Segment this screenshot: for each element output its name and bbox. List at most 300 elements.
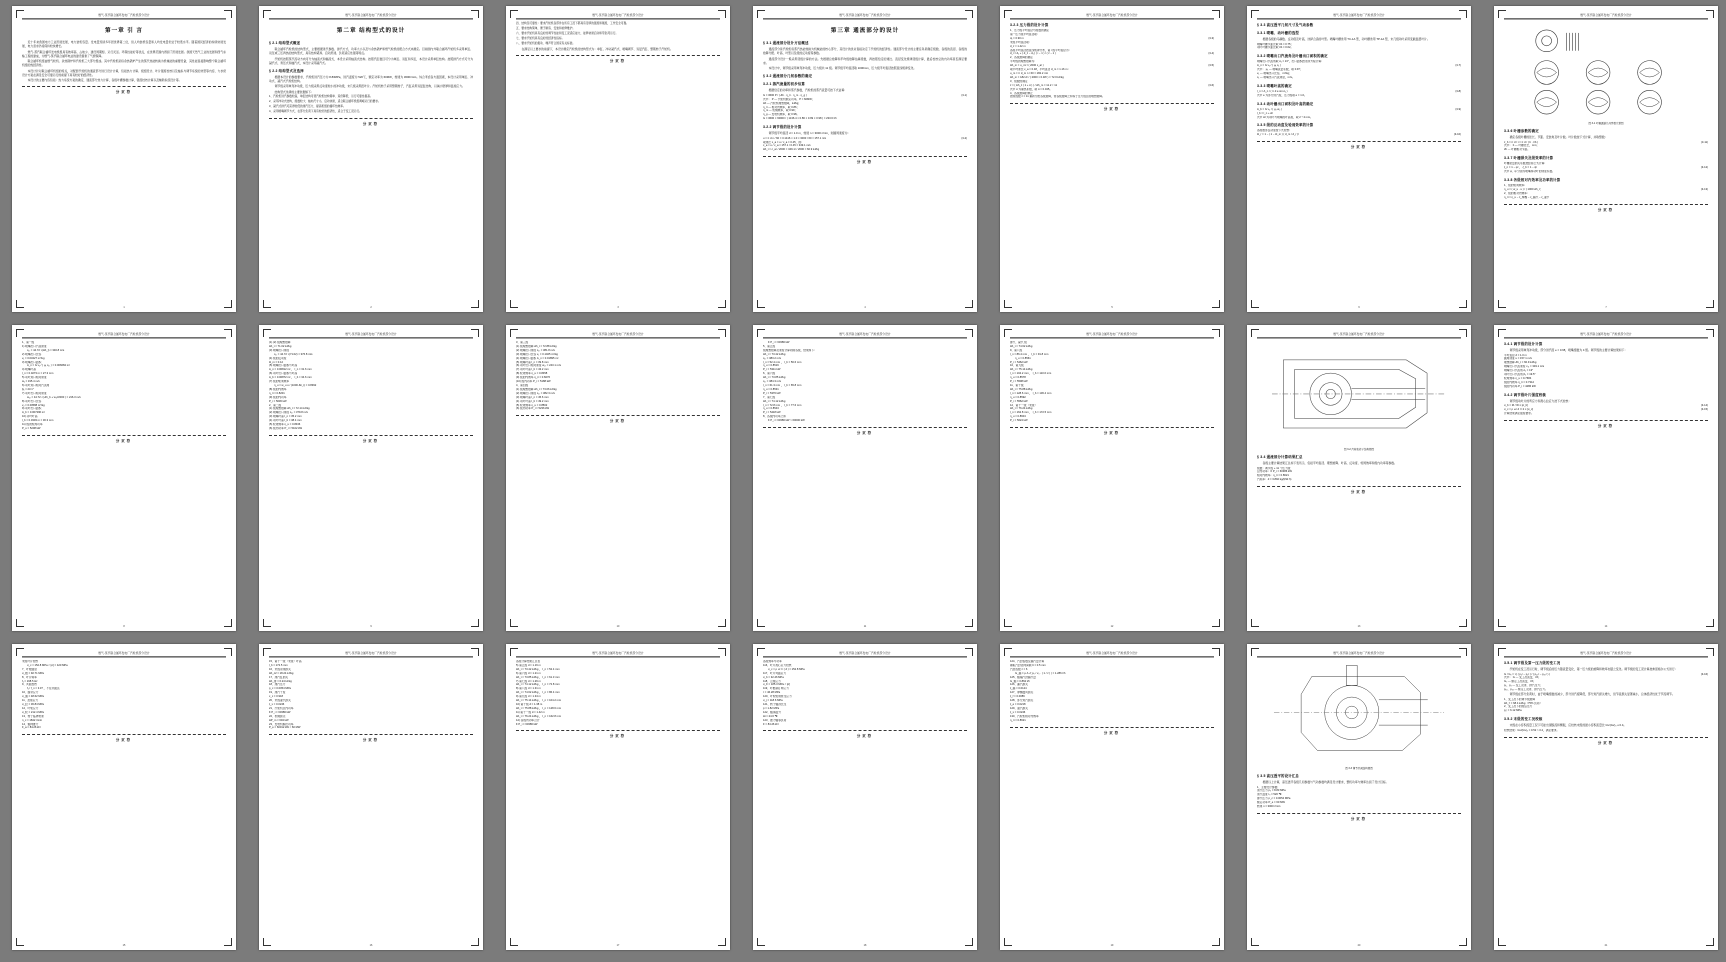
text-line: (8) 轮周效率 η_u = 0.8458 bbox=[516, 372, 548, 376]
paragraph: 本设计的主要内容包括：热力系统方案的确定，通流部分热力计算，各级叶栅参数计算，强度校核计算以及辅助系统设计等。 bbox=[27, 78, 182, 83]
text-line: (5) 喷嘴叶高 l_n = 39.8 mm bbox=[516, 360, 549, 364]
subsection-heading: 3.5.2 末级的变工况校核 bbox=[1504, 717, 1543, 722]
text-line: 9、第八级 bbox=[1010, 348, 1023, 352]
text-line: 级理想焓降及速度计算同前各级，结果如下： bbox=[763, 348, 817, 352]
text-line: (8) 级的内效率 bbox=[269, 387, 287, 391]
page-content bbox=[1010, 13, 1214, 300]
paragraph: 近十年来我国电力工业迅速发展，电力装机容量、发电量连续多年居世界第二位，但人均装机容量和人均发电量仍处于较低水平。随着国民经济的持续快速发展，电力需求仍将保持较快增长。 bbox=[22, 40, 226, 49]
text-line: Δh_t = 75.14 kJ/kg ， l_n = 104.2 mm bbox=[516, 699, 562, 703]
technical-drawing bbox=[1257, 341, 1461, 451]
text-line: 8、各级内功率之和 bbox=[763, 415, 786, 419]
text-line: c₁ₜ = 383.2 m/s bbox=[763, 356, 781, 360]
paragraph: 调节级采用单列冲动级，压力级采用反动度较小的冲动级，末几级采用扭叶片。汽轮机转子采用整锻转子，汽缸采用双层缸结构，以减小壁厚和温差应力。 bbox=[274, 84, 465, 89]
text-line: 6) 第六级 d = 1.21 m bbox=[516, 671, 541, 675]
text-line: 16、末级余速损失 bbox=[269, 667, 291, 671]
page-break-line bbox=[763, 156, 967, 157]
text-line: Δh_排 = 6.24 kJ/kg bbox=[269, 679, 292, 683]
page-break-line bbox=[269, 734, 473, 735]
text-line: 式中 e 为部分进汽度，压力级取 e = 1.0。 bbox=[1257, 93, 1307, 97]
numbered-item: 四、结构及可靠性：要求汽轮机各部件在所有工况下都具有足够的强度和刚度，工作安全可靠。 bbox=[516, 22, 629, 25]
text-line: Σ P_i = 60386 kW bbox=[516, 722, 538, 726]
subsection-heading: 3.2.3 压力级的设计计算 bbox=[1010, 23, 1049, 27]
text-line: 9) 第九级 d = 1.34 m bbox=[516, 695, 541, 699]
paragraph: 调节级在部分负荷时，由于喷嘴组数的减少，部分进汽度降低，部分进汽损失增大，但节流损失显著减小，总体经济性优于节流调节。 bbox=[1509, 692, 1675, 697]
section-heading: § 3.3 高压透平几何尺寸及气动参数 bbox=[1257, 23, 1314, 27]
page-content bbox=[1504, 651, 1708, 938]
text-line: η_u = 0.8516 bbox=[763, 364, 779, 368]
document-page[interactable] bbox=[506, 644, 730, 950]
text-line: (5) 喷嘴出口面积与叶高 bbox=[269, 364, 298, 368]
text-line: 叶栅能量损失系数按经验公式计算： bbox=[1504, 162, 1547, 166]
text-line: 5) 动叶进口相对速度 bbox=[22, 376, 47, 380]
equation-body: z = ( Δh_z ( 1 + α ) ) / Δh_m = 11.2 ≈ 11 bbox=[1010, 83, 1058, 87]
running-header: 燃气-蒸汽联合循环发电厂汽轮机部分设计 bbox=[516, 13, 720, 19]
text-line: Δh_t = 74.62 kJ/kg bbox=[1010, 344, 1033, 348]
section-heading: § 3.1 通流部分设计方法概述 bbox=[763, 41, 809, 45]
text-line: l_b = 172.5 mm bbox=[269, 663, 288, 667]
numbered-item: 六、要求汽轮机具有良好的调节性能和变工况适应能力，能够快速启动和带负荷运行。 bbox=[516, 31, 619, 35]
text-line: (4) 级的反动度 bbox=[269, 356, 287, 360]
text-line: 3) 喷嘴出口面积 bbox=[22, 360, 42, 364]
text-line: v₂ = 0.03588 m³/kg bbox=[22, 403, 45, 407]
text-line: Ω_m = 0.12 bbox=[269, 360, 284, 364]
text-line: 10、围带应力 bbox=[22, 691, 39, 695]
text-line: c₁ — 喷嘴出口汽流速度，m/s。 bbox=[1257, 75, 1295, 79]
text-line: 排汽压力 p_c = 0.0054 MPa bbox=[1257, 797, 1291, 801]
text-line: 式中： P — 汽轮机额定功率，P = 60MW； bbox=[763, 97, 815, 101]
numbered-item: 八、要求汽轮机的振动、噪声符合国家有关标准。 bbox=[516, 41, 576, 45]
equation-body: σ_c = ρ ω² d l / 2 ≤ [σ_c] bbox=[1504, 408, 1534, 412]
text-line: η_u = 0.8531 bbox=[763, 387, 779, 391]
text-line: 10) 动叶叶高 bbox=[22, 415, 38, 419]
chapter-title: 第一章 引 言 bbox=[104, 28, 144, 34]
text-line: (4) 动叶叶高 l_b = 38.4 mm bbox=[269, 419, 302, 423]
equation-row bbox=[1257, 133, 1461, 137]
document-page[interactable] bbox=[506, 325, 730, 631]
equation-body: Δh_t = c_a² / 2000 = 349.1² / 2000 = 60.9 kJ/kg bbox=[763, 148, 820, 152]
text-line: 11、第十级 bbox=[1010, 383, 1024, 387]
equation-body: Δh_m = u_m² / ( 2000 x_a² ) bbox=[1010, 64, 1044, 68]
text-line: l_n = 128.6 mm ， l_b = 136.4 mm bbox=[1010, 391, 1052, 395]
paragraph: 根据以上计算，高压透平各级几何参数与气动参数均满足设计要求，整机功率与效率达到了设计目标。 bbox=[1262, 780, 1389, 784]
text-line: (2) 喷嘴出口速度 c₁ₜ = 381.8 m/s bbox=[516, 348, 555, 352]
text-line: 14、轴向推力 bbox=[22, 722, 39, 726]
text-line: (2) 喷嘴出口速度 c₁ₜ = 379.8 m/s bbox=[269, 411, 308, 415]
equation-body: d₁ = 0.90 m bbox=[1010, 36, 1024, 40]
running-header: 燃气-蒸汽联合循环发电厂汽轮机部分设计 bbox=[1257, 332, 1461, 338]
equation-number: (3-13) bbox=[1700, 187, 1708, 191]
page-number: 12 bbox=[1110, 625, 1114, 628]
equation-row: w₂ₜ = 44.72 √( Δh_b + w₁²/2000 ) = 216.3 m/s bbox=[27, 395, 81, 399]
equation-body: G = 3600 P / ( Δh · η_ri · η_m · η_g ) bbox=[763, 93, 807, 97]
page-break-line bbox=[1010, 427, 1214, 428]
text-line: (1) 级理想焓降 Δh_t = 72.88 kJ/kg bbox=[516, 344, 557, 348]
paragraph: 通流部分是汽轮机将蒸汽热能转换为机械能的核心部分，其设计的优劣直接决定了汽轮机的经济性。通流部分设计的主要任务是确定级数、各级的直径、各级的焓降分配、叶高、叶型以及级的反动度等参数。 bbox=[763, 47, 967, 56]
text-line: 式中 Δl 为动叶与喷嘴的叶高差，取 2～4 mm。 bbox=[1257, 115, 1313, 119]
text-line: η_ri = 0.8621 bbox=[1010, 718, 1026, 722]
figure-caption: 图 3-3 调节汽阀结构简图 bbox=[1345, 767, 1373, 770]
text-line: 8、叶片频率 bbox=[22, 675, 37, 679]
paragraph: 根据本设计的参数要求，汽轮机进汽压力为 8.83MPa，进汽温度为 520℃，额定功率为 60MW，转速为 3000r/min。综合考虑各方面因素，本设计采用单缸、冲动式、凝汽式汽轮机结构。 bbox=[269, 74, 473, 83]
subsection-heading: 3.3.3 喷嘴叶高的确定 bbox=[1257, 83, 1292, 88]
equation-row: σ_c = 152.8 MPa < [σ] = 420 MPa bbox=[27, 663, 68, 667]
equation-number: (3-11) bbox=[1701, 140, 1708, 144]
figure-caption: 图 3-1 叶栅通道几何参数示意图 bbox=[1588, 122, 1624, 125]
document-page[interactable] bbox=[753, 325, 977, 631]
text-line: Δh_t = 76.24 kJ/kg bbox=[1010, 407, 1033, 411]
text-line: 15、第十一级（末级）叶高 bbox=[269, 660, 302, 663]
text-line: 计算结果满足强度要求。 bbox=[1504, 412, 1534, 416]
text-line: 理想焓降 Δh_t = 60.9 kJ/kg bbox=[1504, 361, 1537, 365]
text-line: 8) 第八级 d = 1.31 m bbox=[516, 687, 541, 691]
text-line: 圆周速度 u = 157.1 m/s bbox=[1504, 357, 1532, 361]
text-line: η_u = 0.8578 bbox=[1010, 376, 1026, 380]
text-line: G₀ — 额定工况流量，t/h； bbox=[1504, 680, 1536, 684]
text-line: 13、转子临界转速 bbox=[22, 714, 44, 718]
text-line: Δh_t' = 68.4 kJ/kg（75% 负荷） bbox=[1504, 701, 1543, 705]
text-line: 2、第二级 bbox=[269, 403, 282, 407]
text-line: ζ_e = 0.0218 bbox=[1010, 702, 1026, 706]
text-line: P_i = 5562 kW bbox=[1010, 399, 1028, 403]
page-break-label: 分页符 bbox=[115, 438, 133, 443]
text-line: Δh_t = 74.12 kJ/kg ， l_n = 72.8 mm bbox=[516, 683, 560, 687]
document-page[interactable] bbox=[12, 6, 236, 312]
text-line: σ_围 = 48.62 MPa bbox=[22, 695, 44, 699]
text-line: 11、拉筋应力 bbox=[22, 699, 39, 703]
text-line: 5、第五级 bbox=[763, 344, 776, 348]
text-line: (10) 级内功率 P_i = 5188 kW bbox=[516, 380, 551, 384]
document-page[interactable] bbox=[753, 6, 977, 312]
text-line: τ = 46.28 MPa bbox=[763, 691, 781, 695]
text-line: 2、变工况下的级后压力 bbox=[1504, 705, 1533, 709]
text-line: Δh_t = 75.14 kJ/kg bbox=[1010, 368, 1033, 372]
page-number: 8 bbox=[123, 625, 125, 628]
page-break-label: 分页符 bbox=[609, 58, 627, 63]
equation-body: d_z = 1.42 m bbox=[1010, 44, 1026, 48]
text-line: η_m — 机械效率，取 0.99； bbox=[763, 109, 798, 113]
numbered-item: 2、采用冲动式结构，级数较少，轴向尺寸小，启动快速，适合联合循环机组调峰运行的要求。 bbox=[269, 100, 381, 104]
page-content bbox=[1257, 651, 1461, 938]
paragraph: 本设计中，调节级采用单列冲动级，压力级共 11 级。调节级平均直径取 1000mm，压力级平均直径按照直线规律变化。 bbox=[768, 66, 917, 71]
equation-body: η_u = ( w_u · u ) / ( 1000 Δh_t ) bbox=[1504, 187, 1542, 191]
page-break-line bbox=[22, 86, 226, 87]
equation-row: Σ P_i = 60386 kW bbox=[768, 341, 790, 344]
document-page[interactable] bbox=[12, 644, 236, 950]
running-header: 燃气-蒸汽联合循环发电厂汽轮机部分设计 bbox=[763, 13, 967, 19]
text-line: 123、推力轴承负荷 bbox=[763, 718, 787, 722]
subsection-heading: 3.4.1 调节级的设计计算 bbox=[1504, 342, 1543, 346]
document-page[interactable] bbox=[1247, 6, 1471, 312]
text-line: (6) 动叶出口相对速度 w₂ₜ = 243.1 m/s bbox=[516, 364, 561, 368]
text-line: η_ri — 相对内效率，取 0.86； bbox=[763, 105, 800, 109]
equation-row: c₁ₜ = 44.72 √(Δh_t) = 346.8 m/s bbox=[27, 348, 65, 352]
text-line: n_c = 1842 r/min bbox=[22, 718, 43, 722]
paragraph: 末级在小容积流量工况下可能出现脱流和颤振，应校核末级的最小容积流量比 Gv/(Gv)₀ ≥ 0.4。 bbox=[1509, 723, 1627, 728]
text-line: (4) 动叶叶高 l_b = 49.2 mm bbox=[516, 399, 549, 403]
text-line: 8) 动叶出口比容 bbox=[22, 399, 42, 403]
rotor-assembly-drawing bbox=[1261, 341, 1457, 445]
document-page[interactable] bbox=[1494, 6, 1718, 312]
text-line: 级数：调节级 + 11 个压力级 bbox=[1257, 466, 1291, 470]
document-page[interactable] bbox=[753, 644, 977, 950]
document-page[interactable] bbox=[1000, 6, 1224, 312]
running-header: 燃气-蒸汽联合循环发电厂汽轮机部分设计 bbox=[763, 332, 967, 338]
equation-body: G / G₀ = √( ( p₁² − p₂² ) / ( p₁₀² − p₂₀² ) ) bbox=[1504, 672, 1550, 676]
running-header: 燃气-蒸汽联合循环发电厂汽轮机部分设计 bbox=[22, 332, 226, 338]
text-line: σ_根 = 92.71 MPa bbox=[22, 671, 44, 675]
text-line: l_n = 72.8 mm ， l_b = 77.6 mm bbox=[763, 403, 802, 407]
text-line: 20、末级湿汽损失 bbox=[269, 699, 291, 703]
page-break-line bbox=[269, 435, 473, 436]
page-break-line bbox=[763, 730, 967, 731]
text-line: (9) 级的内功率 bbox=[269, 395, 287, 399]
text-line: 128、部分进汽损失 bbox=[1010, 699, 1034, 703]
page-break-line bbox=[1257, 486, 1461, 487]
text-line: (3) 喷嘴出口比容 v₁ = 0.1025 m³/kg bbox=[516, 352, 558, 356]
text-line: 末级平均直径取： bbox=[1010, 40, 1032, 44]
page-number: 20 bbox=[1357, 944, 1361, 947]
text-line: P_i = 5311 kW bbox=[763, 368, 781, 372]
text-line: 4、第四级 bbox=[516, 383, 529, 387]
document-page[interactable] bbox=[259, 6, 483, 312]
page-number: 4 bbox=[864, 306, 866, 309]
text-line: P_i = 5624 kW bbox=[1010, 419, 1028, 423]
page-number: 6 bbox=[1358, 306, 1360, 309]
running-header: 燃气-蒸汽联合循环发电厂汽轮机部分设计 bbox=[1504, 651, 1708, 657]
paragraph: 本设计针对联合循环机组的特点，对配套汽轮机的通流部分进行设计计算，包括热力计算、级组设计、叶片强度校核以及轴系与调节系统的选型等内容，力求使设计方案在满足安全可靠运行的前提下具有较好的经济性。 bbox=[22, 68, 226, 77]
page-break-line bbox=[1257, 813, 1461, 814]
paragraph: 调节级平均直径 d = 1.0 m，转速 n = 3000 r/min，则圆周速度为： bbox=[768, 131, 851, 136]
page-number: 19 bbox=[1110, 944, 1114, 947]
text-line: β₁ = 23.1° bbox=[22, 387, 34, 391]
text-line: 1) 喷嘴出口汽流速度 bbox=[22, 344, 47, 348]
text-line: 相对内效率：η_ri = 0.8621 bbox=[1257, 474, 1289, 478]
text-line: 第一压力级平均直径取： bbox=[1010, 32, 1040, 36]
text-line: 18、排汽压力 bbox=[269, 683, 286, 687]
running-header: 燃气-蒸汽联合循环发电厂汽轮机部分设计 bbox=[1504, 13, 1708, 19]
text-line: F_a = 84.26 kN bbox=[22, 726, 41, 730]
text-line: P_i = 5418 kW bbox=[763, 411, 781, 415]
control-valve-drawing bbox=[1264, 660, 1454, 764]
text-line: Δh_t = 73.42 kJ/kg bbox=[763, 352, 786, 356]
running-header: 燃气-蒸汽联合循环发电厂汽轮机部分设计 bbox=[269, 651, 473, 657]
subsection-heading: 3.3.8 各级相对内效率及功率的计算 bbox=[1504, 177, 1561, 182]
subsection-heading: 3.3.5 级的反动度及轮周效率的计算 bbox=[1257, 123, 1314, 128]
page-content bbox=[1257, 13, 1461, 300]
running-header: 燃气-蒸汽联合循环发电厂汽轮机部分设计 bbox=[269, 332, 473, 338]
text-line: 125、轴端汽封漏汽量 bbox=[1010, 675, 1036, 679]
text-line: 7、第七级 bbox=[763, 395, 776, 399]
page-break-label: 分页符 bbox=[1597, 423, 1615, 428]
text-line: 额定功率 P_e = 60 MW bbox=[1257, 801, 1285, 805]
text-line: A_n = 0.00812 m² ， l_n = 31.6 mm bbox=[269, 368, 312, 372]
page-content bbox=[763, 332, 967, 619]
text-line: Δh_t = 76.24 kJ/kg ， l_n = 162.8 mm bbox=[516, 714, 562, 718]
equation-number: (3-2) bbox=[961, 136, 967, 140]
text-line: 式中： G — 变工况流量，t/h； bbox=[1504, 676, 1541, 680]
text-line: P_i = 5376 kW bbox=[763, 391, 781, 395]
section-heading: § 2.1 结构型式概述 bbox=[269, 41, 301, 45]
text-line: (5) 轮周效率 η_u = 0.8502 bbox=[516, 403, 548, 407]
text-line: 取平均速比 x_a = 0.48，平均直径 d_m = 1.16 m： bbox=[1010, 68, 1071, 72]
text-line: 排汽、凝汽 级 bbox=[1010, 341, 1027, 344]
page-break-label: 分页符 bbox=[362, 122, 380, 126]
subsection-heading: 3.2.1 蒸汽流量的初步估算 bbox=[763, 82, 805, 87]
text-line: 120、叶轮轮缘挤压应力 bbox=[763, 695, 792, 699]
text-line: 各级计算结果汇总表 bbox=[516, 660, 541, 663]
text-line: (1) (2) 级理想焓降 bbox=[269, 341, 291, 344]
equation-body: ζ_n = 1 − φ² ， ζ_b = 1 − ψ² bbox=[1504, 166, 1538, 170]
page-content bbox=[763, 651, 967, 938]
text-line: (6) 级内功率 P_i = 5102 kW bbox=[269, 426, 303, 430]
equation-number: (3-4) bbox=[1208, 52, 1214, 56]
running-header: 燃气-蒸汽联合循环发电厂汽轮机部分设计 bbox=[1504, 332, 1708, 338]
page-break-line bbox=[516, 730, 720, 731]
document-page[interactable] bbox=[1494, 644, 1718, 950]
text-line: 汽封齿数 z = 6 bbox=[1010, 667, 1028, 671]
text-line: P_u = 5208 kW bbox=[22, 426, 41, 430]
page-break-label: 分页符 bbox=[1350, 816, 1368, 821]
paragraph: 在满足以上要求的前提下，本设计确定汽轮机的结构型式为：单缸、冲动凝汽式、喷嘴调节、双层汽缸、整锻转子汽轮机。 bbox=[521, 46, 673, 51]
text-line: 末级叶片校核 bbox=[22, 660, 39, 663]
equation-body: A_n = G v₁ / ( μ₁ c₁ ) bbox=[1257, 64, 1281, 68]
text-line: P_i = 5036 kW bbox=[269, 399, 287, 403]
page-break-label: 分页符 bbox=[1103, 107, 1121, 112]
document-page[interactable] bbox=[1000, 325, 1224, 631]
numbered-item: 4、采用喷嘴调节方式，在部分负荷下具有较好的经济性，适合于变工况运行。 bbox=[269, 110, 362, 114]
text-line: 1、压力级平均直径与级数的确定 bbox=[1010, 29, 1050, 32]
text-line: Δh_t = 75.88 kJ/kg ， l_n = 128.6 mm bbox=[516, 706, 562, 710]
document-page[interactable] bbox=[12, 325, 236, 631]
text-line: l_n = 162.8 mm ， l_b = 172.5 mm bbox=[1010, 411, 1052, 415]
text-line: 17、排汽缸损失 bbox=[269, 675, 289, 679]
text-line: 各级根部反动度按下式校核： bbox=[1257, 129, 1292, 133]
text-line: v₁ = 0.03427 m³/kg bbox=[22, 356, 45, 360]
text-line: A_b = 0.007296 m² bbox=[22, 411, 45, 415]
text-line: (7) 动叶叶高 l_b = 43.2 mm bbox=[516, 368, 549, 372]
text-line: Σ P_i = 60386 kW bbox=[269, 710, 291, 714]
equation-row: η_u = 0.8561 bbox=[1015, 356, 1031, 360]
page-number: 13 bbox=[1357, 625, 1361, 628]
page-content bbox=[269, 332, 473, 619]
text-line: 汽耗率：d = 3.892 kg/(kW·h) bbox=[1257, 478, 1292, 482]
document-page[interactable] bbox=[506, 6, 730, 312]
text-line: (3) 喷嘴出口速度 bbox=[269, 348, 290, 352]
text-line: l_n = 104.2 mm ， l_b = 110.6 mm bbox=[1010, 372, 1052, 376]
text-line: 7) 第七级 d = 1.26 m bbox=[516, 679, 541, 683]
document-page[interactable] bbox=[1000, 644, 1224, 950]
text-line: 11) 级的轮周功率 bbox=[22, 423, 43, 427]
page-number: 2 bbox=[370, 306, 372, 309]
numbered-item: 五、要求结构简单，便于制造、安装和检修维护。 bbox=[516, 26, 576, 30]
equation-body: Ω_r = 1 − ( 1 − Ω_m ) ( d_m / d_r )² bbox=[1257, 133, 1299, 137]
subsection-heading: 3.3.4 动叶栅出口面积及叶高的确定 bbox=[1257, 101, 1314, 106]
text-line: ζ_漏 = 0.0124 bbox=[1010, 687, 1027, 691]
equation-row: η_u = w_u u / (1000 Δh_t) = 0.8392 bbox=[274, 383, 317, 387]
text-line: (2) 喷嘴出口速度 c₁ₜ = 382.3 m/s bbox=[516, 391, 555, 395]
text-line: σ_j = 118.6 MPa bbox=[763, 699, 783, 703]
equation-number: (3-12) bbox=[1700, 166, 1708, 170]
text-line: 式中 φ、ψ 分别为喷嘴和动叶的速度系数。 bbox=[1504, 170, 1555, 174]
equation-body: l_b = l_n + Δl bbox=[1257, 111, 1273, 115]
page-break-label: 分页符 bbox=[856, 431, 874, 436]
text-line: F = 84.26 kN bbox=[763, 722, 779, 726]
equation-body: Δh_m = 182.2² / ( 2000 × 0.48² ) = 72.0 kJ/kg bbox=[1010, 75, 1064, 79]
text-line: 喷嘴叶栅节距比取 t/b = 0.75； bbox=[1257, 42, 1294, 46]
text-line: x_c = 0.918 bbox=[269, 695, 283, 699]
page-break-label: 分页符 bbox=[1350, 490, 1368, 495]
text-line: 122、轴承温升 bbox=[763, 710, 781, 714]
equation-body: A_b = G v₂ / ( μ₂ w₂ ) bbox=[1257, 107, 1282, 111]
page-number: 18 bbox=[863, 944, 867, 947]
page-break-label: 分页符 bbox=[609, 419, 627, 424]
text-line: 6、第六级 bbox=[763, 372, 776, 376]
document-page[interactable] bbox=[259, 325, 483, 631]
document-page[interactable] bbox=[259, 644, 483, 950]
page-number: 15 bbox=[122, 944, 126, 947]
page-break-label: 分页符 bbox=[856, 734, 874, 739]
paragraph: 通流部分设计一般采用逐级计算的方法。先根据总焓降和平均级焓降估算级数，再按照给定的速比、直径变化规律逐级计算，最后校核总的内功率是否满足要求。 bbox=[763, 56, 967, 65]
text-line: (6) 级内功率 P_i = 5236 kW bbox=[516, 407, 550, 411]
document-page[interactable] bbox=[1247, 644, 1471, 950]
paragraph: 确定各级叶栅的弦长、节距、安装角及叶片数。叶片数按下式计算，并取整数： bbox=[1509, 135, 1608, 139]
page-break-label: 分页符 bbox=[362, 438, 380, 443]
text-line: 喷嘴出口汽流角 α₁ = 13° bbox=[1504, 369, 1534, 373]
subsection-heading: 3.3.7 叶栅损失及级效率的计算 bbox=[1504, 156, 1554, 161]
running-header: 燃气-蒸汽联合循环发电厂汽轮机部分设计 bbox=[516, 651, 720, 657]
text-line: l_n = 52.4 mm ， l_b = 56.6 mm bbox=[763, 360, 802, 364]
page-content bbox=[22, 13, 226, 300]
text-line: 2) 喷嘴出口比容 bbox=[22, 352, 42, 356]
equation-row: A_n = G v₁ / ( μ₁ c₁ₜ ) = 0.006684 m² bbox=[27, 364, 70, 368]
text-line: Δh_t = 73.85 kJ/kg bbox=[763, 376, 786, 380]
page-content bbox=[763, 13, 967, 300]
page-break-line bbox=[269, 118, 473, 119]
page-content bbox=[516, 651, 720, 938]
text-line: (1) 级理想焓降 Δh_t = 72.14 kJ/kg bbox=[269, 407, 310, 411]
page-content bbox=[22, 332, 226, 619]
page-break-line bbox=[516, 415, 720, 416]
figure bbox=[1506, 25, 1706, 125]
paragraph: 调节级采用单列冲动级，部分进汽度 e = 0.68，喷嘴组数为 4 组。调节级的主要计算结果如下： bbox=[1509, 348, 1628, 352]
text-line: t/b — 叶栅相对节距。 bbox=[1504, 148, 1530, 152]
section-heading: § 3.4 通流部分计算结果汇总 bbox=[1257, 455, 1303, 459]
paragraph: 结构型式选择的主要依据如下： bbox=[274, 89, 314, 94]
text-line: 127、摩擦鼓风损失 bbox=[1010, 691, 1034, 695]
text-line: Δh_t = 73.85 kJ/kg ， l_n = 61.3 mm bbox=[516, 675, 560, 679]
text-line: 129、湿汽损失 bbox=[1010, 706, 1028, 710]
equation-body: u_m = π d_m n / 60 = 182.2 m/s bbox=[1010, 71, 1049, 75]
text-line: w₁ = 195.4 m/s bbox=[22, 380, 40, 384]
equation-number: (3-16) bbox=[1700, 672, 1708, 676]
numbered-item: 3、凝汽式排汽可获得较低的排汽压力，提高机组的循环热效率。 bbox=[269, 105, 346, 109]
text-line: 130、汽轮机相对内效率 bbox=[1010, 714, 1039, 718]
equation-number: (3-8) bbox=[1455, 89, 1461, 93]
chapter-title: 第三章 通流部分的设计 bbox=[830, 28, 900, 34]
text-line: P_i = 5462 kW bbox=[1010, 360, 1028, 364]
text-line: 进汽压力 p₀ = 8.83 MPa bbox=[1257, 789, 1286, 793]
document-page[interactable] bbox=[1494, 325, 1718, 631]
text-line: 1、主要设计参数： bbox=[1257, 785, 1280, 789]
text-line: 21、汽轮机总内功率 bbox=[269, 706, 294, 710]
equation-body: η_ri = η_u − ζ_摩擦 − ζ_漏汽 − ζ_湿汽 bbox=[1504, 195, 1550, 199]
page-number: 16 bbox=[369, 944, 373, 947]
numbered-item: 1、汽轮机进汽参数较高，单缸结构可使汽轮机结构简单、造价降低、运行可靠性提高。 bbox=[269, 95, 373, 99]
text-line: (4) 喷嘴出口面积 A_n = 0.01895 m² bbox=[516, 356, 559, 360]
text-line: ζ_f = 0.0086 bbox=[1010, 695, 1025, 699]
document-page[interactable] bbox=[1247, 325, 1471, 631]
equation-number: (3-1) bbox=[961, 93, 967, 97]
